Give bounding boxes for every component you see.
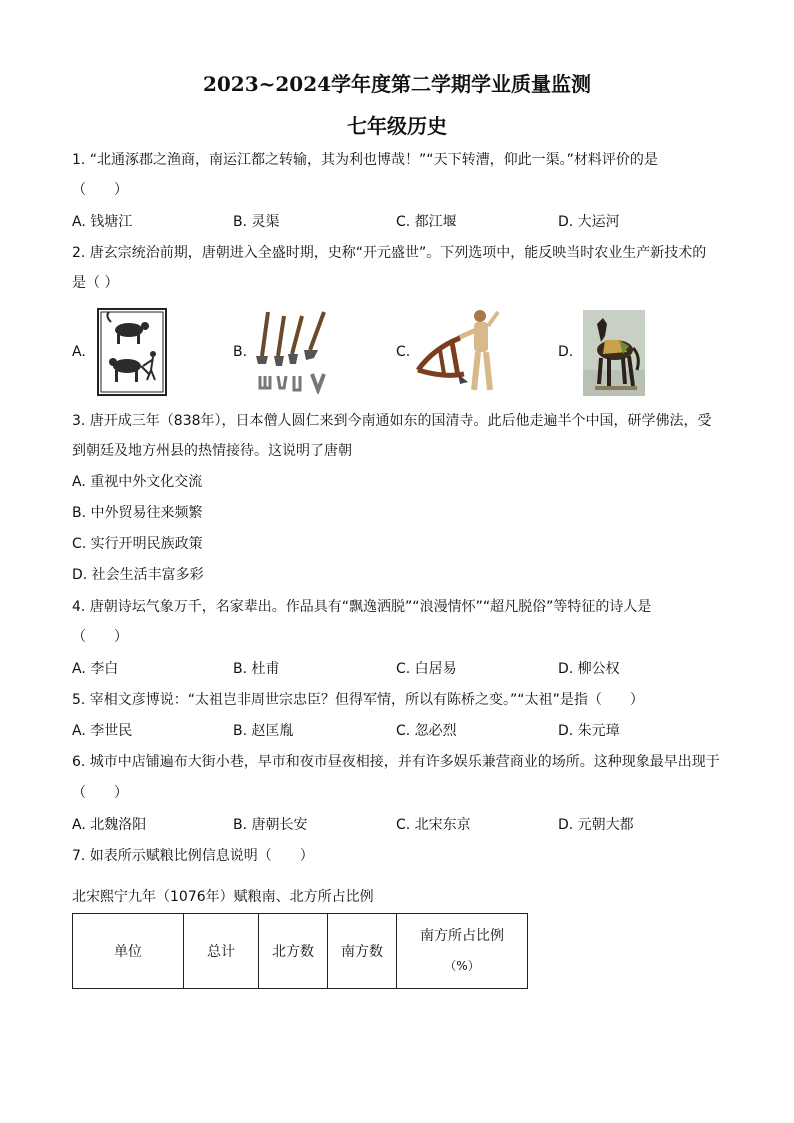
th-north: 北方数 <box>259 914 328 989</box>
q6-option-b[interactable]: B. 唐朝长安 <box>233 817 308 833</box>
q5-option-d[interactable]: D. 朱元璋 <box>558 723 620 739</box>
ox-plowing-image <box>97 308 167 396</box>
q4-stem: 4. 唐朝诗坛气象万千，名家辈出。作品具有“飘逸洒脱”“浪漫情怀”“超凡脱俗”等特征的诗人是 <box>72 599 652 615</box>
q5-option-b[interactable]: B. 赵匡胤 <box>233 723 294 739</box>
q3-option-a[interactable]: A. 重视中外文化交流 <box>72 474 203 490</box>
q5-option-c[interactable]: C. 忽必烈 <box>396 723 457 739</box>
q1-option-b[interactable]: B. 灵渠 <box>233 214 280 230</box>
q3-stem-cont: 到朝廷及地方州县的热情接待。这说明了唐朝 <box>72 443 352 459</box>
tang-sancai-horse-image <box>583 310 645 396</box>
q3-stem: 3. 唐开成三年（838年），日本僧人圆仁来到今南通如东的国清寺。此后他走遍半个中国，研学佛法，受 <box>72 413 712 429</box>
q5-option-a[interactable]: A. 李世民 <box>72 723 133 739</box>
exam-subtitle: 七年级历史 <box>347 114 447 138</box>
q6-stem: 6. 城市中店铺遍布大街小巷，早市和夜市昼夜相接，并有许多娱乐兼营商业的场所。这种现象最早出现于 <box>72 754 720 770</box>
q3-option-d[interactable]: D. 社会生活丰富多彩 <box>72 567 204 583</box>
q7-data-table <box>72 913 528 989</box>
q2-option-a[interactable]: A. <box>72 344 86 360</box>
q4-stem-cont: （ ） <box>72 629 128 645</box>
q2-option-d[interactable]: D. <box>558 344 574 360</box>
q4-option-d[interactable]: D. 柳公权 <box>558 661 620 677</box>
th-south: 南方数 <box>328 914 397 989</box>
q6-option-d[interactable]: D. 元朝大都 <box>558 817 634 833</box>
th-south-ratio-label: 南方所占比例 <box>420 928 504 944</box>
q2-option-c[interactable]: C. <box>396 344 411 360</box>
q7-stem: 7. 如表所示赋粮比例信息说明（ ） <box>72 848 314 864</box>
th-total: 总计 <box>184 914 259 989</box>
th-south-ratio-unit: （%） <box>444 959 480 973</box>
q6-stem-cont: （ ） <box>72 785 128 801</box>
q1-stem-cont: （ ） <box>72 182 128 198</box>
th-unit: 单位 <box>73 914 184 989</box>
q1-option-a[interactable]: A. 钱塘江 <box>72 214 133 230</box>
q2-option-b[interactable]: B. <box>233 344 248 360</box>
farm-tools-image <box>254 308 336 394</box>
q6-option-a[interactable]: A. 北魏洛阳 <box>72 817 147 833</box>
q7-table-caption: 北宋熙宁九年（1076年）赋粮南、北方所占比例 <box>72 889 374 905</box>
q4-option-c[interactable]: C. 白居易 <box>396 661 457 677</box>
q2-stem: 2. 唐玄宗统治前期，唐朝进入全盛时期，史称“开元盛世”。下列选项中，能反映当时农业生产新技术的 <box>72 245 707 261</box>
q1-option-d[interactable]: D. 大运河 <box>558 214 620 230</box>
curved-plow-image <box>414 308 504 396</box>
q4-option-a[interactable]: A. 李白 <box>72 661 119 677</box>
table-header-row <box>73 914 528 989</box>
q3-option-b[interactable]: B. 中外贸易往来频繁 <box>72 505 203 521</box>
q1-stem: 1. “北通涿郡之渔商，南运江都之转输，其为利也博哉！”“天下转漕，仰此一渠。”材料评价的是 <box>72 152 658 168</box>
exam-title: 2023~2024学年度第二学期学业质量监测 <box>202 72 592 96</box>
q5-stem: 5. 宰相文彦博说：“太祖岂非周世宗忠臣？但得军情，所以有陈桥之变。”“太祖”是指（ ） <box>72 692 644 708</box>
q4-option-b[interactable]: B. 杜甫 <box>233 661 280 677</box>
th-south-ratio <box>397 914 528 989</box>
q2-stem-cont: 是（ ） <box>72 275 119 291</box>
q6-option-c[interactable]: C. 北宋东京 <box>396 817 471 833</box>
q1-option-c[interactable]: C. 都江堰 <box>396 214 457 230</box>
q3-option-c[interactable]: C. 实行开明民族政策 <box>72 536 203 552</box>
